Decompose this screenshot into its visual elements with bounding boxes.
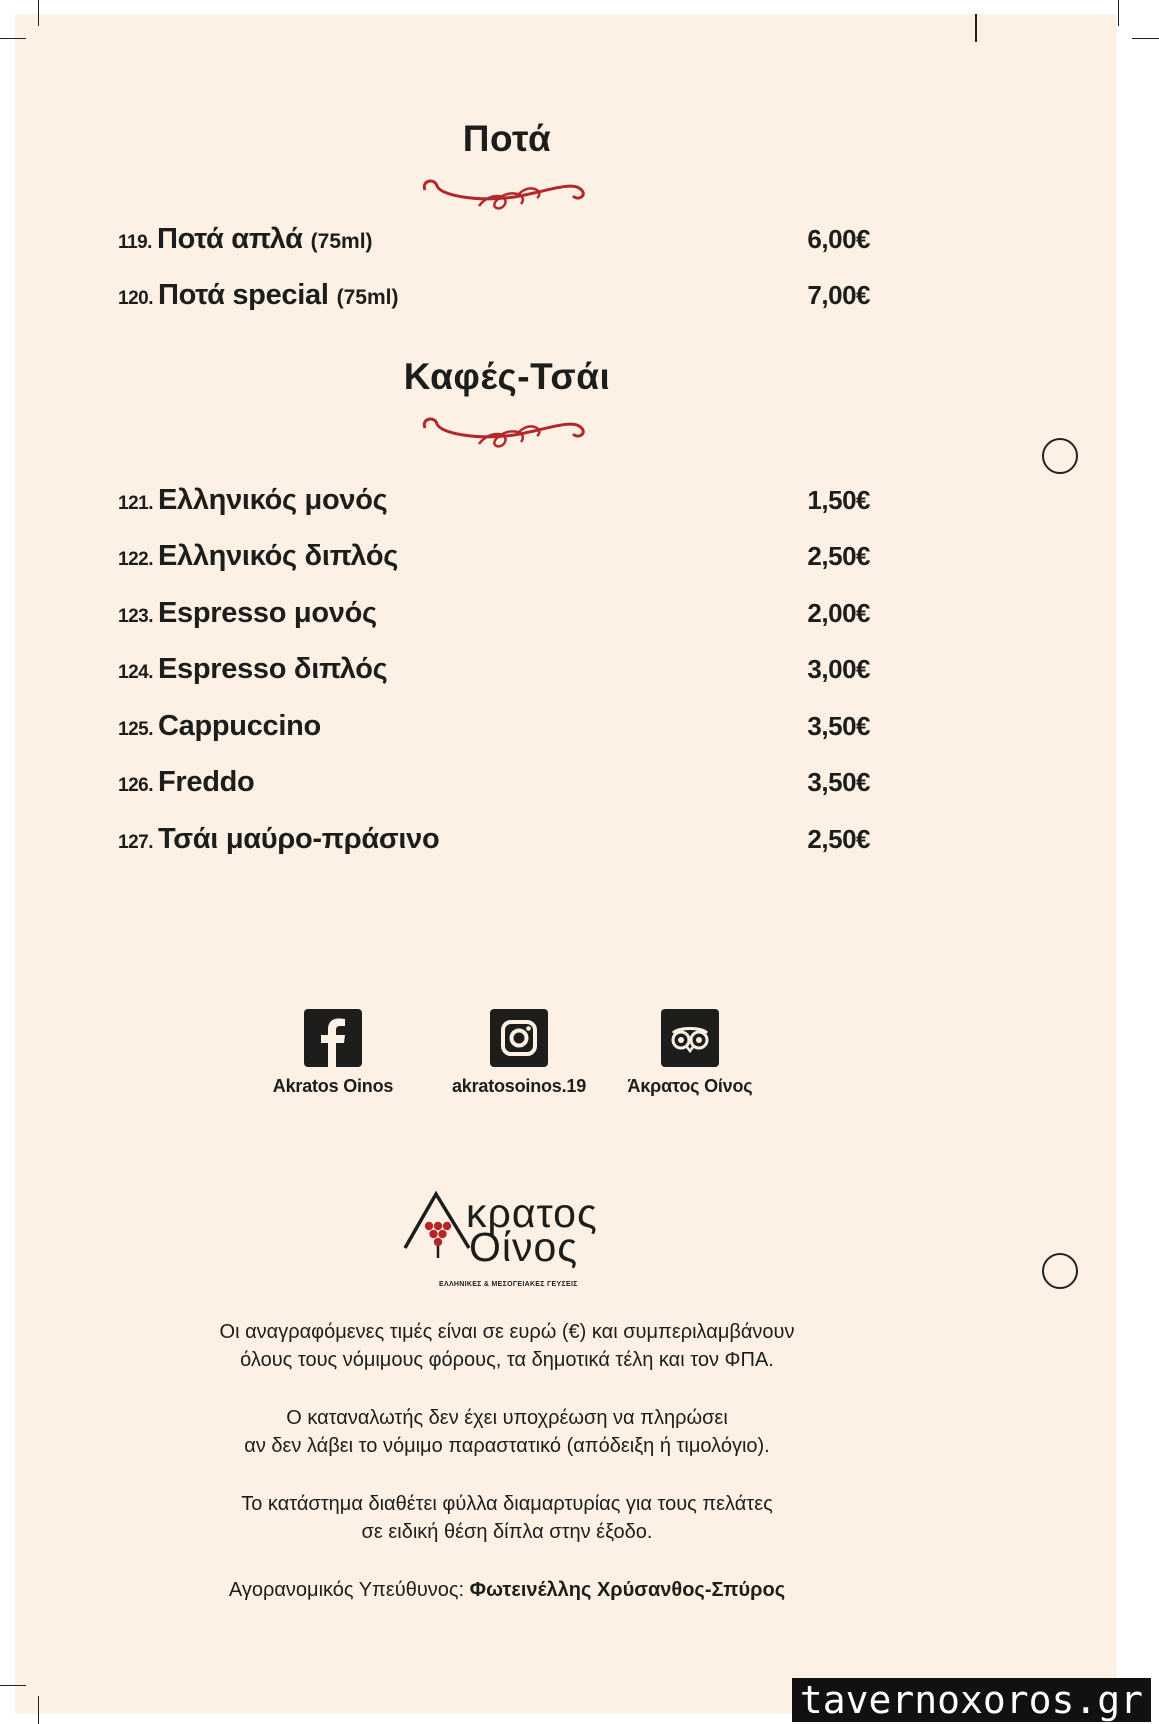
crop-mark [1118,0,1119,26]
item-price: 3,50€ [807,711,870,741]
tripadvisor-icon [661,1009,719,1067]
item-price: 2,50€ [807,824,870,854]
crop-mark [0,1685,26,1686]
menu-item [118,484,870,524]
item-number: 120. [118,288,153,309]
crop-mark [38,1696,39,1724]
section-title-coffee-tea: Καφές-Τσάι [403,356,611,397]
menu-item [118,223,870,263]
item-name: Cappuccino [157,710,321,742]
legal-notes [0,1318,1014,1604]
menu-item [118,710,870,750]
menu-item [118,279,870,319]
item-price: 2,50€ [807,541,870,571]
item-name: Ελληνικός μονός [157,484,388,516]
note-line: Ο καταναλωτής δεν έχει υποχρέωση να πληρώσει [286,1407,728,1429]
note-line: όλους τους νόμιμους φόρους, τα δημοτικά τέλη και τον ΦΠΑ. [240,1349,774,1371]
social-instagram[interactable] [434,1009,604,1097]
restaurant-logo [403,1186,623,1296]
item-price: 2,00€ [807,598,870,628]
item-number: 122. [118,549,153,570]
logo-tagline: ΕΛΛΗΝΙΚΕΣ & ΜΕΣΟΓΕΙΑΚΕΣ ΓΕΥΣΕΙΣ [439,1281,578,1288]
instagram-icon [490,1009,548,1067]
logo-text-line2: Οίνος [469,1224,579,1270]
item-number: 127. [118,832,153,853]
note-line: αν δεν λάβει το νόμιμο παραστατικό (απόδειξη ή τιμολόγιο). [244,1435,770,1457]
item-volume: (75ml) [310,230,373,253]
item-number: 119. [118,232,152,253]
binder-hole [1042,1253,1078,1289]
item-number: 121. [118,493,153,514]
menu-item [118,766,870,806]
item-number: 126. [118,775,153,796]
menu-item [118,540,870,580]
section-title-drinks: Ποτά [462,118,552,159]
crop-mark [975,14,977,42]
item-name: Ελληνικός διπλός [157,540,399,572]
crop-mark [38,0,39,26]
item-name: Freddo [157,766,255,798]
item-price: 3,50€ [807,767,870,797]
item-price: 3,00€ [807,654,870,684]
logo-text-line1: κρατος [466,1190,598,1236]
social-label: Akratos Oinos [272,1076,394,1096]
item-name: Ποτά special [157,279,329,311]
social-facebook[interactable] [248,1009,418,1097]
item-name: Espresso διπλός [157,653,388,685]
note-line: σε ειδική θέση δίπλα στην έξοδο. [361,1521,653,1543]
menu-item [118,597,870,637]
facebook-icon [304,1009,362,1067]
social-label: Άκρατος Οίνος [627,1076,753,1096]
note-line: Το κατάστημα διαθέτει φύλλα διαμαρτυρίας για τους πελάτες [241,1493,773,1515]
ornament-divider [419,172,599,218]
social-label: akratosoinos.19 [451,1076,587,1096]
item-price: 6,00€ [807,224,870,254]
menu-item [118,823,870,863]
menu-item [118,653,870,693]
item-price: 7,00€ [807,280,870,310]
item-name: Espresso μονός [157,597,377,629]
watermark: tavernoxoros.gr [792,1678,1151,1722]
binder-hole [1042,438,1078,474]
crop-mark [0,38,26,39]
logo-mark-icon [403,1186,473,1278]
item-name: Ποτά απλά [156,223,303,255]
crop-mark [1132,38,1159,39]
item-name: Τσάι μαύρο-πράσινο [157,823,440,855]
manager-label: Αγορανομικός Υπεύθυνος: [228,1579,465,1601]
item-price: 1,50€ [807,485,870,515]
item-number: 123. [118,606,153,627]
item-volume: (75ml) [336,286,399,309]
manager-name: Φωτεινέλλης Χρύσανθος-Σπύρος [469,1579,786,1601]
social-tripadvisor[interactable] [605,1009,775,1097]
note-line: Οι αναγραφόμενες τιμές είναι σε ευρώ (€) και συμπεριλαμβάνουν [219,1321,795,1343]
item-number: 125. [118,719,153,740]
ornament-divider [419,410,599,456]
item-number: 124. [118,662,153,683]
